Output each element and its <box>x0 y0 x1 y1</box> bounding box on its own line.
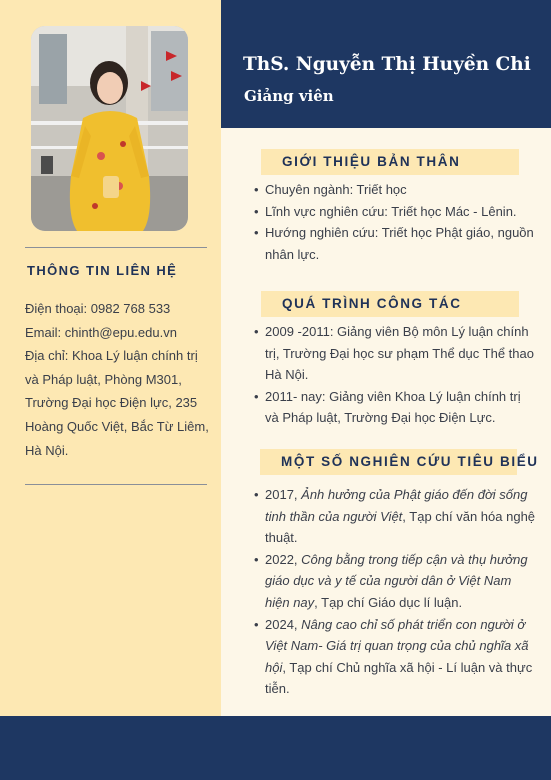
research-journal: , Tạp chí văn hóa nghệ thuật. <box>265 508 536 546</box>
list-item: • Lĩnh vực nghiên cứu: Triết học Mác - Lênin. <box>254 201 536 223</box>
about-heading: GIỚI THIỆU BẢN THÂN <box>261 149 519 175</box>
work-heading: QUÁ TRÌNH CÔNG TÁC <box>261 291 519 317</box>
list-item <box>254 549 536 614</box>
contact-phone: Điện thoại: 0982 768 533 <box>25 301 171 316</box>
contact-heading: THÔNG TIN LIÊN HỆ <box>27 263 178 278</box>
person-role: Giảng viên <box>244 87 334 105</box>
research-title: Nâng cao chỉ số phát triển con người ở Việt Nam- Giá trị quan trọng của chủ nghĩa xã hội <box>265 616 529 675</box>
about-list <box>254 179 536 265</box>
research-title: Công bằng trong tiếp cận và thụ hưởng giáo dục và y tế của người dân ở Việt Nam hiện nay <box>265 551 528 610</box>
research-list <box>254 484 536 700</box>
research-journal: , Tạp chí Chủ nghĩa xã hội - Lí luận và thực tiễn. <box>265 659 533 697</box>
contact-address-line: và Pháp luật, Phòng M301, <box>25 371 182 387</box>
research-journal: , Tạp chí Giáo dục lí luận. <box>314 594 463 610</box>
list-item: • 2009 -2011: Giảng viên Bộ môn Lý luận chính trị, Trường Đại học sư phạm Thể dục Thể thao Hà Nội. <box>254 321 536 386</box>
list-item <box>254 614 536 700</box>
footer-band <box>0 716 551 780</box>
research-title: Ảnh hưởng của Phật giáo đến đời sống tinh thần của người Việt <box>265 487 528 524</box>
research-year: 2017, <box>265 487 302 502</box>
work-list <box>254 321 536 429</box>
research-year: 2024, <box>265 616 302 632</box>
contact-address-line: Trường Đại học Điện lực, 235 <box>25 395 198 411</box>
research-heading: MỘT SỐ NGHIÊN CỨU TIÊU BIỂU <box>260 449 517 475</box>
divider-top <box>25 247 207 248</box>
divider-bottom <box>25 484 207 485</box>
list-item: • Chuyên ngành: Triết học <box>254 179 536 201</box>
profile-photo <box>31 26 188 231</box>
list-item: • 2011- nay: Giảng viên Khoa Lý luận chính trị và Pháp luật, Trường Đại học Điện Lực. <box>254 386 536 429</box>
contact-email[interactable]: Email: chinth@epu.edu.vn <box>25 324 177 340</box>
contact-info <box>25 297 215 462</box>
list-item: • Hướng nghiên cứu: Triết học Phật giáo, nguồn nhân lực. <box>254 222 536 265</box>
person-name: ThS. Nguyễn Thị Huyền Chi <box>243 54 531 75</box>
contact-address-line: Hà Nội. <box>25 442 69 458</box>
research-year: 2022, <box>265 551 302 567</box>
contact-address-line: Địa chỉ: Khoa Lý luận chính trị <box>25 348 198 364</box>
contact-address-line: Hoàng Quốc Việt, Bắc Từ Liêm, <box>25 418 209 434</box>
list-item <box>254 484 536 549</box>
